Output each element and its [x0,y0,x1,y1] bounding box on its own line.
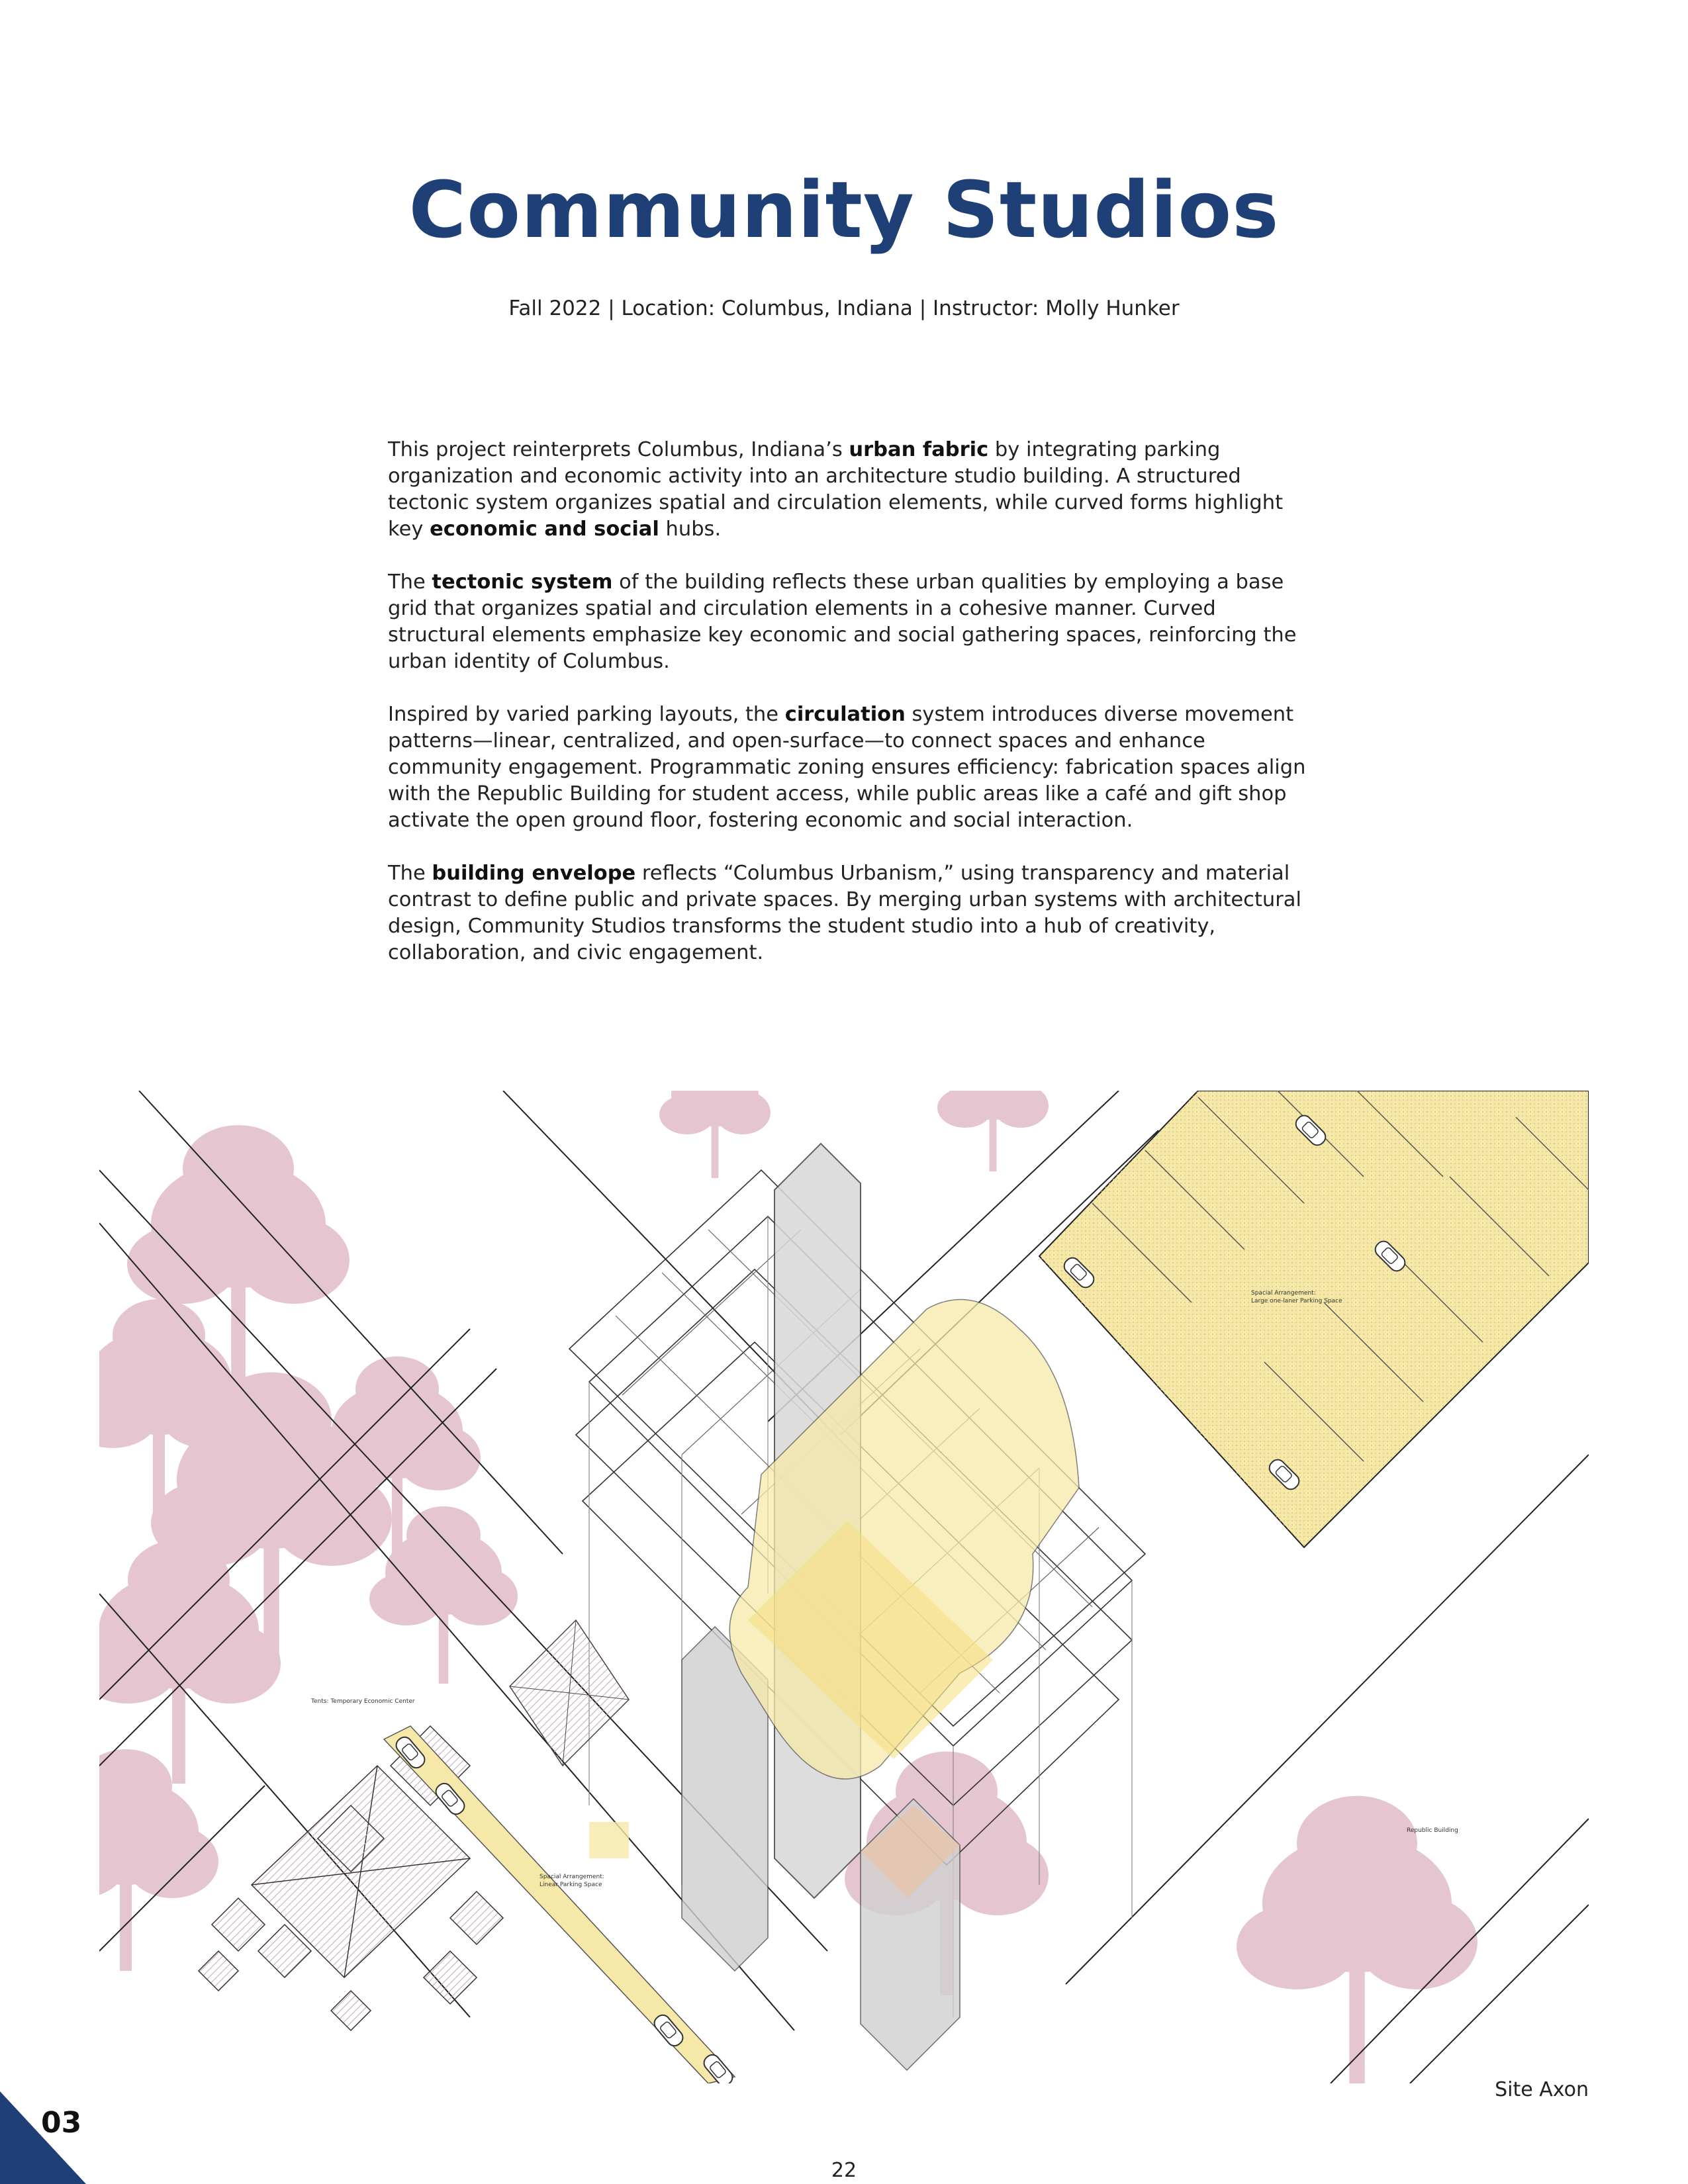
houses [199,1726,503,2030]
label-linear-parking: Spacial Arrangement: [539,1874,604,1880]
paragraph-1: This project reinterprets Columbus, Indiana’s urban fabric by integrating parking organization and economic activity into an architecture studio building. A structured tectonic system organizes spatial and circulation elements, while curved forms highlight key economic and social hubs. [388,438,1284,541]
paragraph-3: Inspired by varied parking layouts, the circulation system introduces diverse movement patterns—linear, centralized, and open-surface—to connect spaces and enhance community engagement. Programmatic zoning ensures efficiency: fabrication spaces align with the Republic Building for student access, while public areas like a café and gift shop activate the open ground floor, fostering economic and social interaction. [388,703,1306,832]
large-parking-lot [1039,1091,1589,1547]
label-large-parking-detail: Large one-laner Parking Space [1251,1298,1342,1304]
paragraph-4: The building envelope reflects “Columbus Urbanism,” using transparency and material contrast to define public and private spaces. By merging urban systems with architectural design, Community Studios transforms the student studio into a hub of creativity, collaboration, and civic engagement. [388,862,1301,964]
project-description [388,437,1315,993]
label-large-parking: Spacial Arrangement: [1251,1290,1316,1297]
tents [310,1620,629,1766]
label-linear-parking-detail: Linear Parking Space [539,1882,602,1888]
label-republic-building: Republic Building [1407,1827,1458,1834]
section-number: 03 [41,2106,82,2140]
page-number: 22 [831,2159,857,2182]
page-title: Community Studios [408,164,1280,255]
drawing-caption: Site Axon [1495,2078,1589,2101]
site-axon-drawing [99,1091,1589,2083]
project-details: Fall 2022 | Location: Columbus, Indiana | Instructor: Molly Hunker [508,296,1180,320]
label-tents: Tents: Temporary Economic Center [311,1698,415,1705]
paragraph-2: The tectonic system of the building reflects these urban qualities by employing a base grid that organizes spatial and circulation elements in a cohesive manner. Curved structural elements emphasize key economic and social gathering spaces, reinforcing the urban identity of Columbus. [388,570,1297,673]
